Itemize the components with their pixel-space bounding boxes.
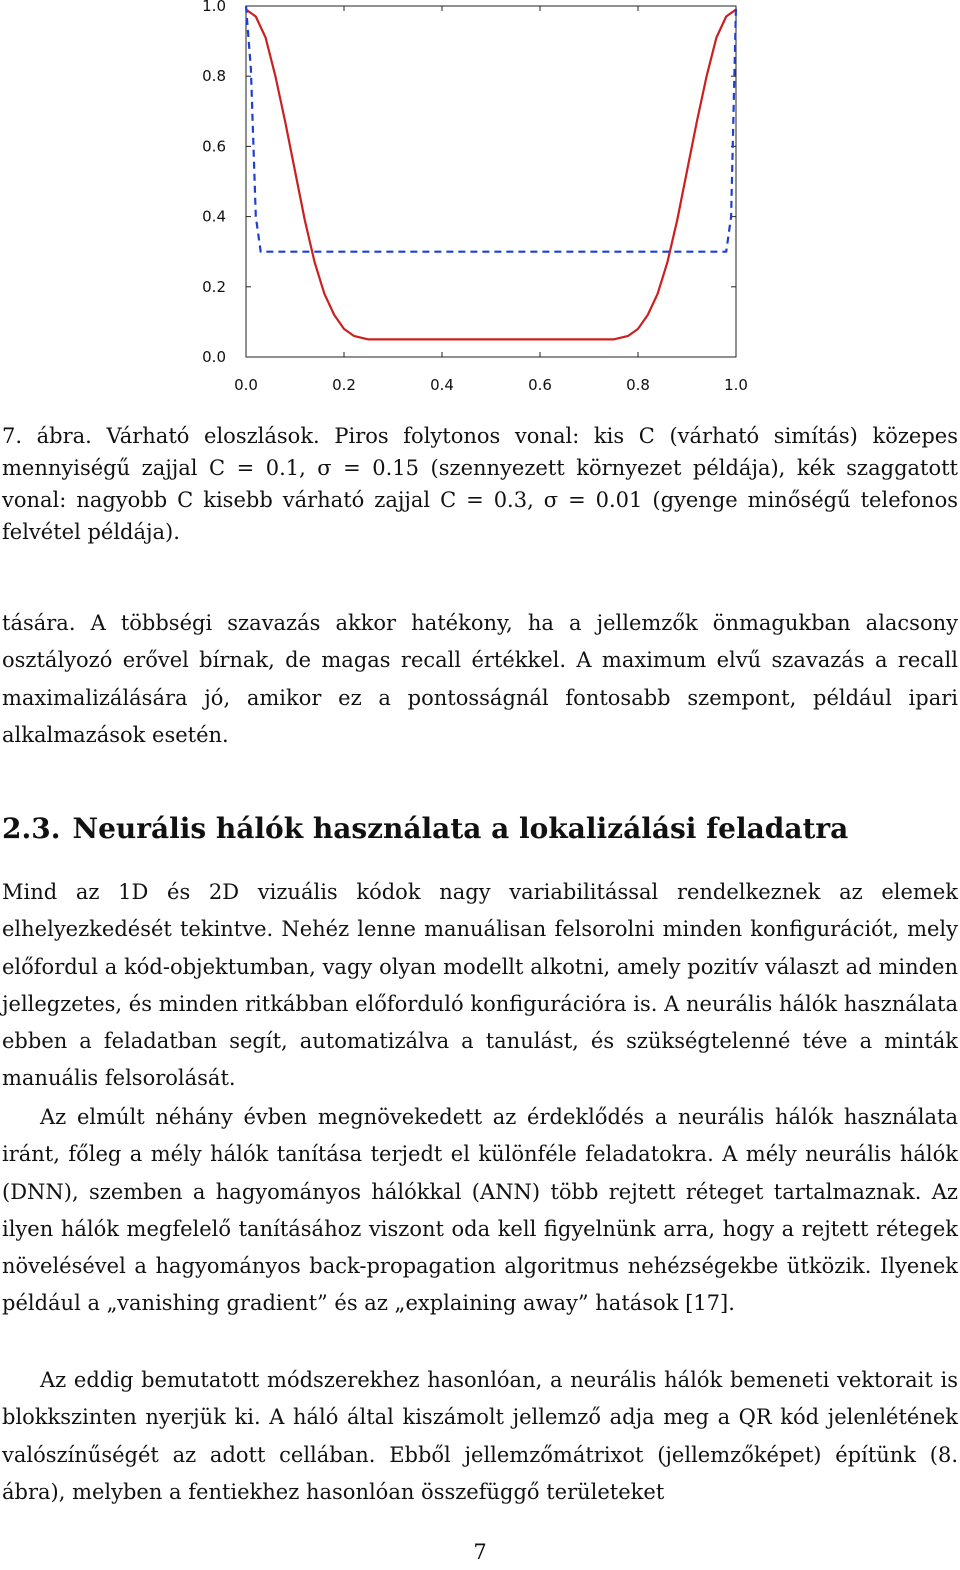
distribution-chart bbox=[190, 0, 760, 405]
figure-caption: 7. ábra. Várható eloszlások. Piros folytonos vonal: kis C (várható simítás) közepes mennyiségű zajjal C = 0.1, σ = 0.15 (szennyezett környezet példája), kék szaggatott vonal: nagyobb C kisebb várható zajjal C = 0.3, σ = 0.01 (gyenge minőségű telefonos felvétel példája). bbox=[2, 424, 958, 544]
x-tick-label: 0.2 bbox=[332, 376, 356, 394]
plot-border bbox=[246, 6, 736, 357]
section-number: 2.3. bbox=[2, 812, 61, 845]
y-tick-label: 0.4 bbox=[202, 207, 226, 226]
y-tick-label: 0.6 bbox=[202, 137, 226, 156]
section-heading bbox=[2, 812, 848, 845]
y-tick-label: 0.0 bbox=[202, 348, 226, 366]
plot-frame bbox=[246, 6, 736, 357]
paragraph-continued: tására. A többségi szavazás akkor hatékony, ha a jellemzők önmagukban alacsony osztályozó erővel bírnak, de magas recall értékkel. A maximum elvű szavazás a recall maximalizálására jó, amikor ez a pontosságnál fontosabb szempont, például ipari alkalmazások esetén. bbox=[2, 611, 958, 747]
y-tick-label: 1.0 bbox=[202, 0, 226, 15]
y-axis-ticks bbox=[202, 0, 736, 366]
series-group bbox=[246, 6, 736, 339]
page-number: 7 bbox=[473, 1540, 487, 1564]
x-tick-label: 0.4 bbox=[430, 376, 454, 394]
x-tick-label: 0.6 bbox=[528, 376, 552, 394]
x-tick-label: 0.8 bbox=[626, 376, 650, 394]
y-tick-label: 0.2 bbox=[202, 277, 226, 296]
series-line-red-solid bbox=[246, 10, 736, 340]
section-title: Neurális hálók használata a lokalizálási feladatra bbox=[72, 812, 849, 845]
paragraph-2: Az elmúlt néhány évben megnövekedett az érdeklődés a neurális hálók használata iránt, főleg a mély hálók tanítása terjedt el különféle feladatokra. A mély neurális hálók (DNN), szemben a hagyományos hálókkal (ANN) több rejtett réteget tartalmaznak. Az ilyen hálók megfelelő tanításához viszont oda kell figyelnünk arra, hogy a rejtett rétegek növelésével a hagyományos back-propagation algoritmus nehézségekbe ütközik. Ilyenek például a „vanishing gradient” és az „explaining away” hatások [17]. bbox=[2, 1105, 958, 1316]
y-tick-label: 0.8 bbox=[202, 67, 226, 86]
x-tick-label: 1.0 bbox=[724, 376, 748, 394]
paragraph-3: Az eddig bemutatott módszerekhez hasonlóan, a neurális hálók bemeneti vektorait is blokkszinten nyerjük ki. A háló által kiszámolt jellemző adja meg a QR kód jelenlétének valószínűségét az adott cellában. Ebből jellemzőmátrixot (jellemzőképet) építünk (8. ábra), melyben a fentiekhez hasonlóan összefüggő területeket bbox=[2, 1368, 958, 1504]
series-line-blue-dashed bbox=[246, 6, 736, 252]
x-tick-label: 0.0 bbox=[234, 376, 258, 394]
paragraph-1: Mind az 1D és 2D vizuális kódok nagy variabilitással rendelkeznek az elemek elhelyezkedését tekintve. Nehéz lenne manuálisan felsorolni minden konfigurációt, mely előfordul a kód-objektumban, vagy olyan modellt alkotni, amely pozitív választ ad minden jellegzetes, és minden ritkábban előforduló konfigurációra is. A neurális hálók használata ebben a feladatban segít, automatizálva a tanulást, és szükségtelenné téve a minták manuális felsorolását. bbox=[2, 880, 958, 1091]
x-axis-ticks bbox=[234, 6, 748, 394]
